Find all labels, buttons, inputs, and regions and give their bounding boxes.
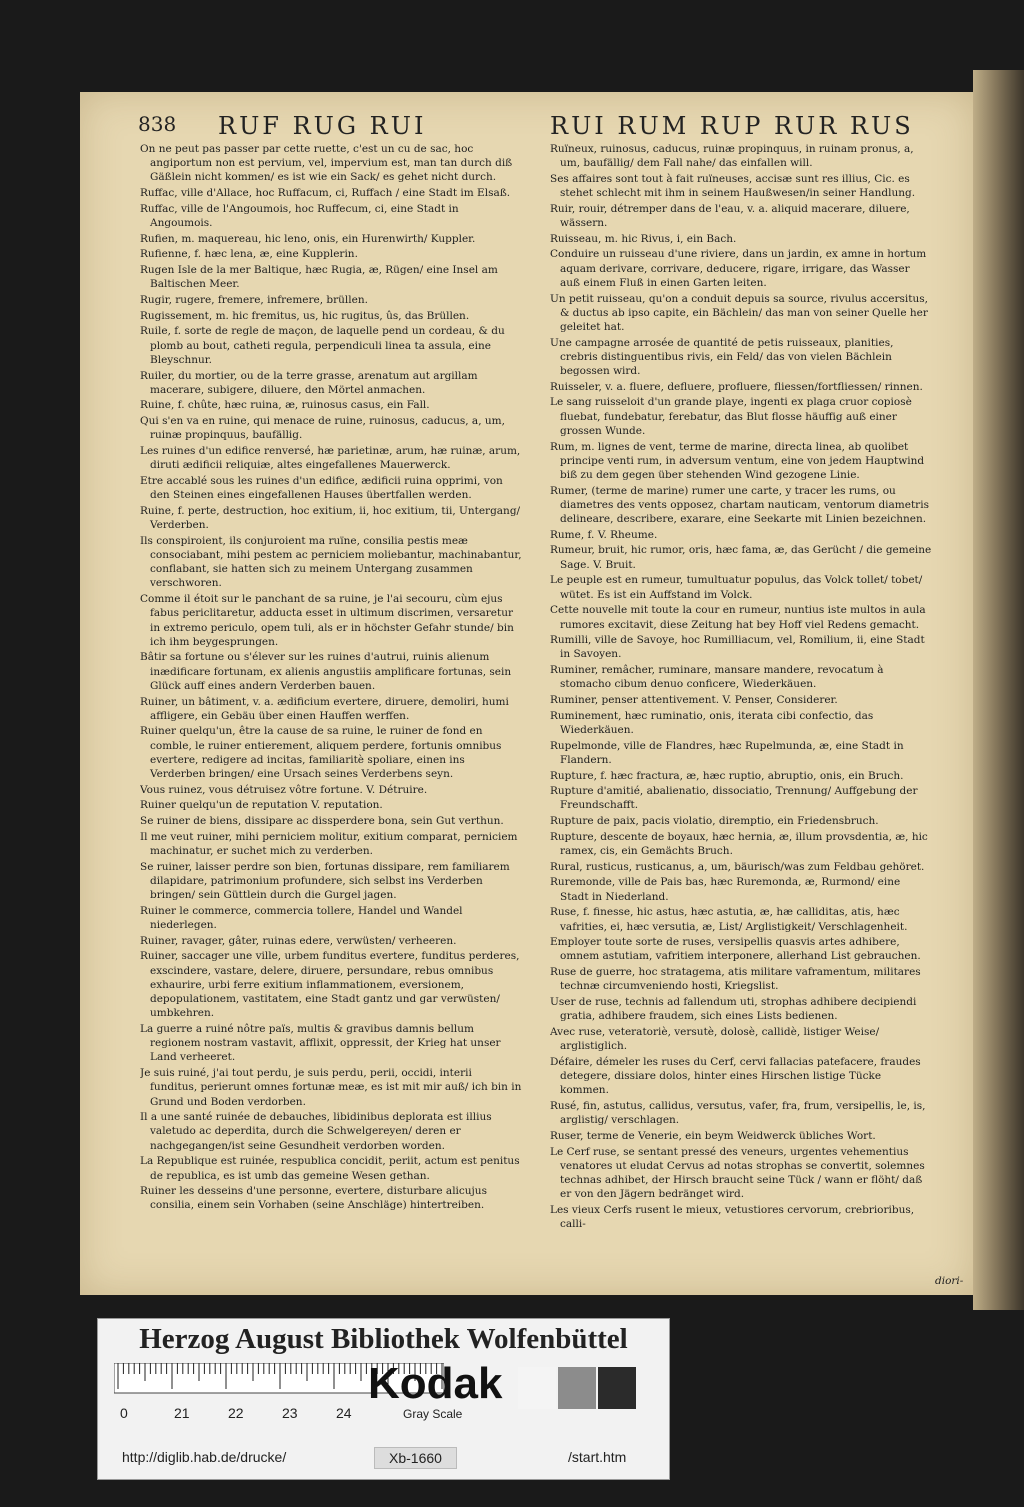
dictionary-entry: Les ruines d'un edifice renversé, hæ parietinæ, arum, hæ ruinæ, arum, diruti ædificii reliquiæ, altes eingefallenes Mauerwerck. <box>140 445 521 472</box>
dictionary-entry: Les vieux Cerfs rusent le mieux, vetustiores cervorum, crebrioribus, calli- <box>550 1203 915 1231</box>
dictionary-entry: Rufien, m. maquereau, hic leno, onis, ein Hurenwirth/ Kuppler. <box>140 232 476 245</box>
url-prefix: http://diglib.hab.de/drucke/ <box>122 1449 287 1465</box>
dictionary-entry: Rupture d'amitié, abalienatio, dissociatio, Trennung/ Auffgebung der Freundschafft. <box>550 785 918 812</box>
dictionary-entry: Le Cerf ruse, se sentant pressé des veneurs, urgentes vehementius venatores ut eludat Cervus ad notas strophas se convertit, solemnes technas adhibet, der Hirsch braucht seine Tück / wann er flöht/ daß er von den Jägern bedränget wird. <box>550 1145 925 1201</box>
dictionary-entry: Rugir, rugere, fremere, infremere, brüllen. <box>140 294 368 307</box>
dictionary-entry: Etre accablé sous les ruines d'un edifice, ædificii ruina opprimi, von den Steinen eines eingefallenen Hauses übertfallen werden. <box>140 474 503 502</box>
library-title: Herzog August Bibliothek Wolfenbüttel <box>139 1323 628 1355</box>
color-target-card <box>97 1318 670 1480</box>
dictionary-entry: Ruminement, hæc ruminatio, onis, iterata cibi confectio, das Wiederkäuen. <box>550 709 874 736</box>
dictionary-entry: La Republique est ruinée, respublica concidit, periit, actum est penitus de republica, es ist umb das gemeine Wesen gethan. <box>140 1155 520 1182</box>
dictionary-entry: Rumer, (terme de marine) rumer une carte, y tracer les rums, ou diametres des vents opposez, chartam nauticam, ventorum diametris delineare, describere, exarare, eine Seekarte mit Linien bezeichnen. <box>550 484 929 526</box>
dictionary-entry: Ruiner le commerce, commercia tollere, Handel und Wandel niederlegen. <box>140 904 463 932</box>
dictionary-entry: Avec ruse, veteratoriè, versutè, dolosè, callidè, listiger Weise/ arglistiglich. <box>550 1025 880 1053</box>
dictionary-entry: Ruremonde, ville de Pais bas, hæc Ruremonda, æ, Rurmond/ eine Stadt in Niederland. <box>550 876 901 903</box>
page-number: 838 <box>138 112 177 136</box>
dictionary-entry: Ruine, f. perte, destruction, hoc exitium, ii, hoc exitium, tii, Untergang/ Verderben. <box>140 504 521 532</box>
dictionary-entry: Conduire un ruisseau d'une riviere, dans un jardin, ex amne in hortum aquam derivare, corrivare, deducere, rigare, irrigare, das Wasser auß einem Fluß in einen Garten leiten. <box>550 248 927 289</box>
dictionary-entry: Je suis ruiné, j'ai tout perdu, je suis perdu, perii, occidi, interii funditus, perierunt omnes fortunæ meæ, es ist mit mir auß/ ich bin in Grund und Boden verdorben. <box>140 1067 522 1108</box>
dictionary-entry: Comme il étoit sur le panchant de sa ruine, je l'ai secouru, cùm ejus fabus periclitaretur, adducta esset in ultimum discrimen, versaretur in extremo periculo, opem tuli, als er in höchster Gefahr stunde/ bin ich ihm beygesprungen. <box>140 593 514 648</box>
dictionary-entry: Rupture, f. hæc fractura, æ, hæc ruptio, abruptio, onis, ein Bruch. <box>550 769 904 782</box>
dictionary-entry: Ruse, f. finesse, hic astus, hæc astutia, æ, hæ calliditas, atis, hæc vafrities, ei, hæc versutia, æ, List/ Arglistigkeit/ Verschlagenheit. <box>550 906 908 933</box>
dictionary-entry: Ruse de guerre, hoc stratagema, atis militare vaframentum, militares technæ circumveniendo hosti, Kriegslist. <box>550 966 921 993</box>
dictionary-entry: Ruffac, ville de l'Angoumois, hoc Ruffecum, ci, eine Stadt in Angoumois. <box>140 202 459 230</box>
dictionary-entry: Le peuple est en rumeur, tumultuatur populus, das Volck tollet/ tobet/ wütet. Es ist ein Auffstand im Volck. <box>550 574 923 601</box>
dictionary-entry: Ruiner, un bâtiment, v. a. ædificium evertere, diruere, demoliri, humi affligere, ein Gebäu über einen Hauffen werffen. <box>140 695 509 722</box>
dictionary-entry: Ruiler, du mortier, ou de la terre grasse, arenatum aut argillam macerare, subigere, diluere, den Mörtel anmachen. <box>140 369 478 396</box>
shelfmark: Xb-1660 <box>374 1447 457 1469</box>
dictionary-entry: Ruser, terme de Venerie, ein beym Weidwerck übliches Wort. <box>550 1129 876 1142</box>
url-suffix: /start.htm <box>568 1449 627 1465</box>
gray-patch-dark <box>598 1367 636 1409</box>
dictionary-entry: Ruiner quelqu'un de reputation V. reputation. <box>140 799 383 812</box>
dictionary-entry: Ruile, f. sorte de regle de maçon, de laquelle pend un cordeau, & du plomb au bout, catheti regula, perpendiculi linea ta assula, eine Bleyschnur. <box>140 325 505 366</box>
dictionary-entry: Ils conspiroient, ils conjuroient ma ruïne, consilia pestis meæ consociabant, mihi pestem ac perniciem moliebantur, machinabantur, conflabant, sie hatten sich zu meinem Untergang zusammen verschworen. <box>140 534 522 590</box>
kodak-logo: Kodak <box>368 1359 503 1408</box>
dictionary-entry: Se ruiner de biens, dissipare ac dissperdere bona, sein Gut verthun. <box>140 815 504 828</box>
dictionary-entry: User de ruse, technis ad fallendum uti, strophas adhibere decipiendi gratia, adhibere fraudem, sich eines Lists bedienen. <box>550 996 917 1023</box>
dictionary-entry: Rupture, descente de boyaux, hæc hernia, æ, illum provsdentia, æ, hic ramex, cis, ein Gemächts Bruch. <box>550 830 928 858</box>
left-column <box>140 142 522 1272</box>
gray-patch-mid <box>558 1367 596 1409</box>
dictionary-entry: Ruiner quelqu'un, être la cause de sa ruine, le ruiner de fond en comble, le ruiner entierement, aliquem perdere, fortunis omnibus evertere, redigere ad incitas, familiaritè spoliare, einen ins Verderben bringen/ eine Ursach seines Verderbens seyn. <box>140 725 502 781</box>
dictionary-entry: Il a une santé ruinée de debauches, libidinibus deplorata est illius valetudo ac deperdita, durch die Schwelgereyen/ deren er nachgegangen/ist seine Gesundheit verdorben worden. <box>140 1111 492 1152</box>
dictionary-entry: Rufienne, f. hæc lena, æ, eine Kupplerin. <box>140 248 358 261</box>
dictionary-entry: Cette nouvelle mit toute la cour en rumeur, nuntius iste multos in aula rumores excitavit, diese Zeitung hat bey Hoff viel Redens gemacht. <box>550 604 926 631</box>
dictionary-entry: Rupture de paix, pacis violatio, diremptio, ein Friedensbruch. <box>550 815 879 828</box>
dictionary-entry: Ruisseler, v. a. fluere, defluere, profluere, fliessen/fortfliessen/ rinnen. <box>550 380 923 393</box>
dictionary-entry: Rugen Isle de la mer Baltique, hæc Rugia, æ, Rügen/ eine Insel am Baltischen Meer. <box>140 264 498 291</box>
ruler-label-0: 0 <box>120 1405 128 1421</box>
dictionary-entry: Employer toute sorte de ruses, versipellis quasvis artes adhibere, omnem astutiam, vafritiem interponere, allerhand List gebrauchen. <box>550 936 921 963</box>
dictionary-entry: Rusé, fin, astutus, callidus, versutus, vafer, fra, frum, versipellis, le, is, arglistig/ verschlagen. <box>550 1100 926 1127</box>
dictionary-entry: Un petit ruisseau, qu'on a conduit depuis sa source, rivulus accersitus, & ductus ab ipso capite, ein Bächlein/ das man von seiner Quelle her geleitet hat. <box>550 292 928 333</box>
dictionary-entry: Rumeur, bruit, hic rumor, oris, hæc fama, æ, das Gerücht / die gemeine Sage. V. Bruit. <box>550 544 932 571</box>
dictionary-entry: Ruminer, remâcher, ruminare, mansare mandere, revocatum à stomacho cibum denuo conficere, Wiederkäuen. <box>550 664 884 691</box>
gray-scale-label: Gray Scale <box>403 1407 463 1421</box>
header-right-guide-words: RUI RUM RUP RUR RUS <box>550 112 914 140</box>
dictionary-entry: Ruiner les desseins d'une personne, evertere, disturbare alicujus consilia, einem sein Vorhaben (seine Anschläge) hintertreiben. <box>140 1185 487 1212</box>
dictionary-entry: Ruisseau, m. hic Rivus, i, ein Bach. <box>550 232 737 245</box>
dictionary-entry: Bâtir sa fortune ou s'élever sur les ruines d'autrui, ruinis alienum inædificare fortunam, ex alienis angustiis amplificare fortunas, sein Glück auff eines andern Verderben bauen. <box>140 651 512 692</box>
dictionary-entry: Ruminer, penser attentivement. V. Penser, Considerer. <box>550 694 838 707</box>
catchword: diori- <box>935 1275 964 1287</box>
dictionary-entry: Ruïneux, ruinosus, caducus, ruinæ propinquus, in ruinam pronus, a, um, baufällig/ dem Fall nahe/ das einfallen will. <box>550 143 914 170</box>
dictionary-entry: Ruir, rouir, détremper dans de l'eau, v. a. aliquid macerare, diluere, wässern. <box>550 202 910 230</box>
book-page <box>80 92 973 1295</box>
dictionary-entry: Rugissement, m. hic fremitus, us, hic rugitus, ûs, das Brüllen. <box>140 309 470 322</box>
book-spine <box>973 70 1024 1310</box>
ruler-label-24: 24 <box>336 1405 352 1421</box>
ruler-label-22: 22 <box>228 1405 244 1421</box>
dictionary-entry: Le sang ruisseloit d'un grande playe, ingenti ex plaga cruor copiosè fluebat, fundebatur, ferebatur, das Blut flosse häuffig auß einer grossen Wunde. <box>550 396 912 437</box>
page-header <box>138 112 918 142</box>
dictionary-entry: Une campagne arrosée de quantité de petis ruisseaux, planities, crebris distinguentibus rivis, ein Feld/ das von vielen Bächlein begossen wird. <box>550 336 894 378</box>
ruler-label-21: 21 <box>174 1405 190 1421</box>
dictionary-entry: Vous ruinez, vous détruisez vôtre fortune. V. Détruire. <box>140 783 428 796</box>
dictionary-entry: Ruffac, ville d'Allace, hoc Ruffacum, ci, Ruffach / eine Stadt im Elsaß. <box>140 187 511 200</box>
dictionary-entry: Ruine, f. chûte, hæc ruina, æ, ruinosus casus, ein Fall. <box>140 399 430 412</box>
dictionary-entry: Rume, f. V. Rheume. <box>550 528 658 541</box>
dictionary-entry: Qui s'en va en ruine, qui menace de ruine, ruinosus, caducus, a, um, ruinæ propinquus, baufällig. <box>140 415 505 442</box>
dictionary-entry: Ruiner, saccager une ville, urbem funditus evertere, funditus perderes, exscindere, vastare, delere, diruere, persundare, rebus omnibus exhaurire, urbi ferre exitium inflammationem, eversionem, depopulationem, vastitatem, eine Stadt gantz und gar verwüsten/ umbkehren. <box>140 950 520 1020</box>
dictionary-entry: On ne peut pas passer par cette ruette, c'est un cu de sac, hoc angiportum non est pervium, vel, impervium est, man tan durch diß Gäßlein nicht kommen/ es ist wie ein Sack/ es gehet nicht durch. <box>140 143 513 184</box>
dictionary-entry: Ruiner, ravager, gâter, ruinas edere, verwüsten/ verheeren. <box>140 934 457 947</box>
dictionary-entry: Se ruiner, laisser perdre son bien, fortunas dissipare, rem familiarem dilapidare, patrimonium profundere, sich selbst ins Verderben bringen/ sein Güttlein durch die Gurgel jagen. <box>140 860 510 902</box>
dictionary-entry: Défaire, démeler les ruses du Cerf, cervi fallacias patefacere, fraudes detegere, dissiare dolos, hinter eines Hirschen listige Tücke kommen. <box>550 1055 921 1097</box>
dictionary-entry: Ses affaires sont tout à fait ruïneuses, accisæ sunt res illius, Cic. es stehet schlecht mit ihm in seinem Haußwesen/in seiner Handlung. <box>550 172 916 200</box>
ruler-label-23: 23 <box>282 1405 298 1421</box>
dictionary-entry: Rupelmonde, ville de Flandres, hæc Rupelmunda, æ, eine Stadt in Flandern. <box>550 739 904 766</box>
header-left-guide-words: RUF RUG RUI <box>218 112 427 140</box>
dictionary-entry: Il me veut ruiner, mihi perniciem molitur, exitium comparat, perniciem machinatur, er suchet mich zu verderben. <box>140 830 518 858</box>
gray-patch-light <box>518 1367 556 1409</box>
dictionary-entry: La guerre a ruiné nôtre païs, multis & gravibus damnis bellum regionem nostram vastavit, afflixit, oppressit, der Krieg hat unser Land verheeret. <box>140 1022 501 1064</box>
dictionary-entry: Rumilli, ville de Savoye, hoc Rumilliacum, vel, Romilium, ii, eine Stadt in Savoyen. <box>550 634 925 661</box>
dictionary-entry: Rural, rusticus, rusticanus, a, um, bäurisch/was zum Feldbau gehöret. <box>550 860 925 873</box>
right-column <box>550 142 932 1272</box>
dictionary-entry: Rum, m. lignes de vent, terme de marine, directa linea, ab quolibet principe venti rum, in adversum ventum, eine von jedem Hauptwind biß zu dem gegen über stehenden Wind gezogene Linie. <box>550 440 925 481</box>
